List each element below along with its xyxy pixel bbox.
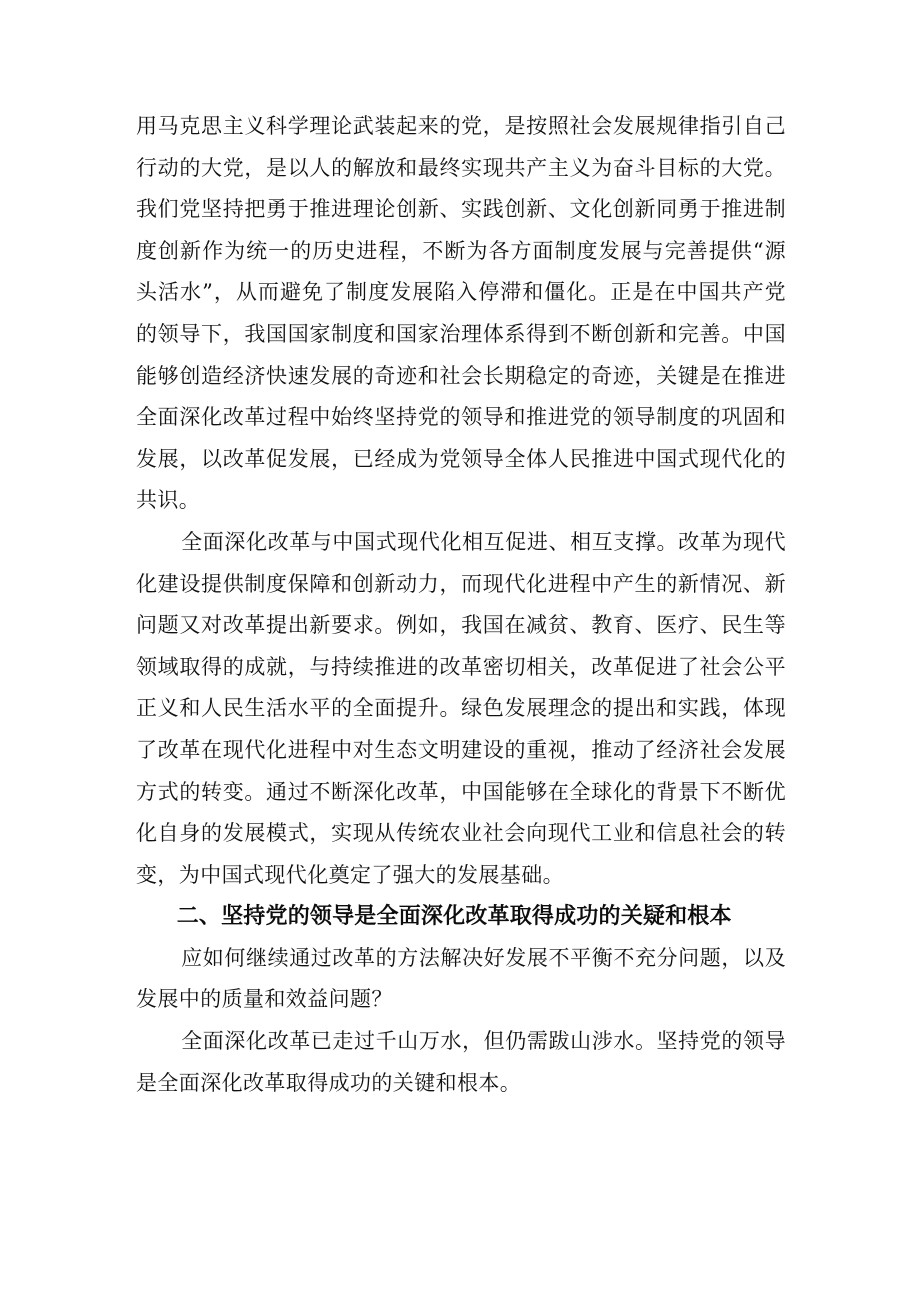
body-paragraph-2: 全面深化改革与中国式现代化相互促进、相互支撑。改革为现代化建设提供制度保障和创新动力，而现代化进程中产生的新情况、新问题又对改革提出新要求。例如，我国在减贫、教育、医疗、民生等领域取得的成就，与持续推进的改革密切相关，改革促进了社会公平正义和人民生活水平的全面提升。绿色发展理念的提出和实践，体现了改革在现代化进程中对生态文明建设的重视，推动了经济社会发展方式的转变。通过不断深化改革，中国能够在全球化的背景下不断优化自身的发展模式，实现从传统农业社会向现代工业和信息社会的转变，为中国式现代化奠定了强大的发展基础。 [136,529,786,887]
section-heading: 二、坚持党的领导是全面深化改革取得成功的关疑和根本 [176,904,732,930]
body-paragraph-3: 应如何继续通过改革的方法解决好发展不平衡不充分问题，以及发展中的质量和效益问题？ [136,945,786,1012]
body-paragraph-4: 全面深化改革已走过千山万水，但仍需跋山涉水。坚持党的领导是全面深化改革取得成功的关键和根本。 [136,1029,786,1095]
body-paragraph-1: 用马克思主义科学理论武装起来的党，是按照社会发展规律指引自己行动的大党，是以人的解放和最终实现共产主义为奋斗目标的大党。我们党坚持把勇于推进理论创新、实践创新、文化创新同勇于推进制度创新作为统一的历史进程，不断为各方面制度发展与完善提供“源头活水”，从而避免了制度发展陷入停滞和僵化。正是在中国共产党的领导下，我国国家制度和国家治理体系得到不断创新和完善。中国能够创造经济快速发展的奇迹和社会长期稳定的奇迹，关键是在推进全面深化改革过程中始终坚持党的领导和推进党的领导制度的巩固和发展，以改革促发展，已经成为党领导全体人民推进中国式现代化的共识。 [136,114,786,513]
document-body [136,106,786,1104]
